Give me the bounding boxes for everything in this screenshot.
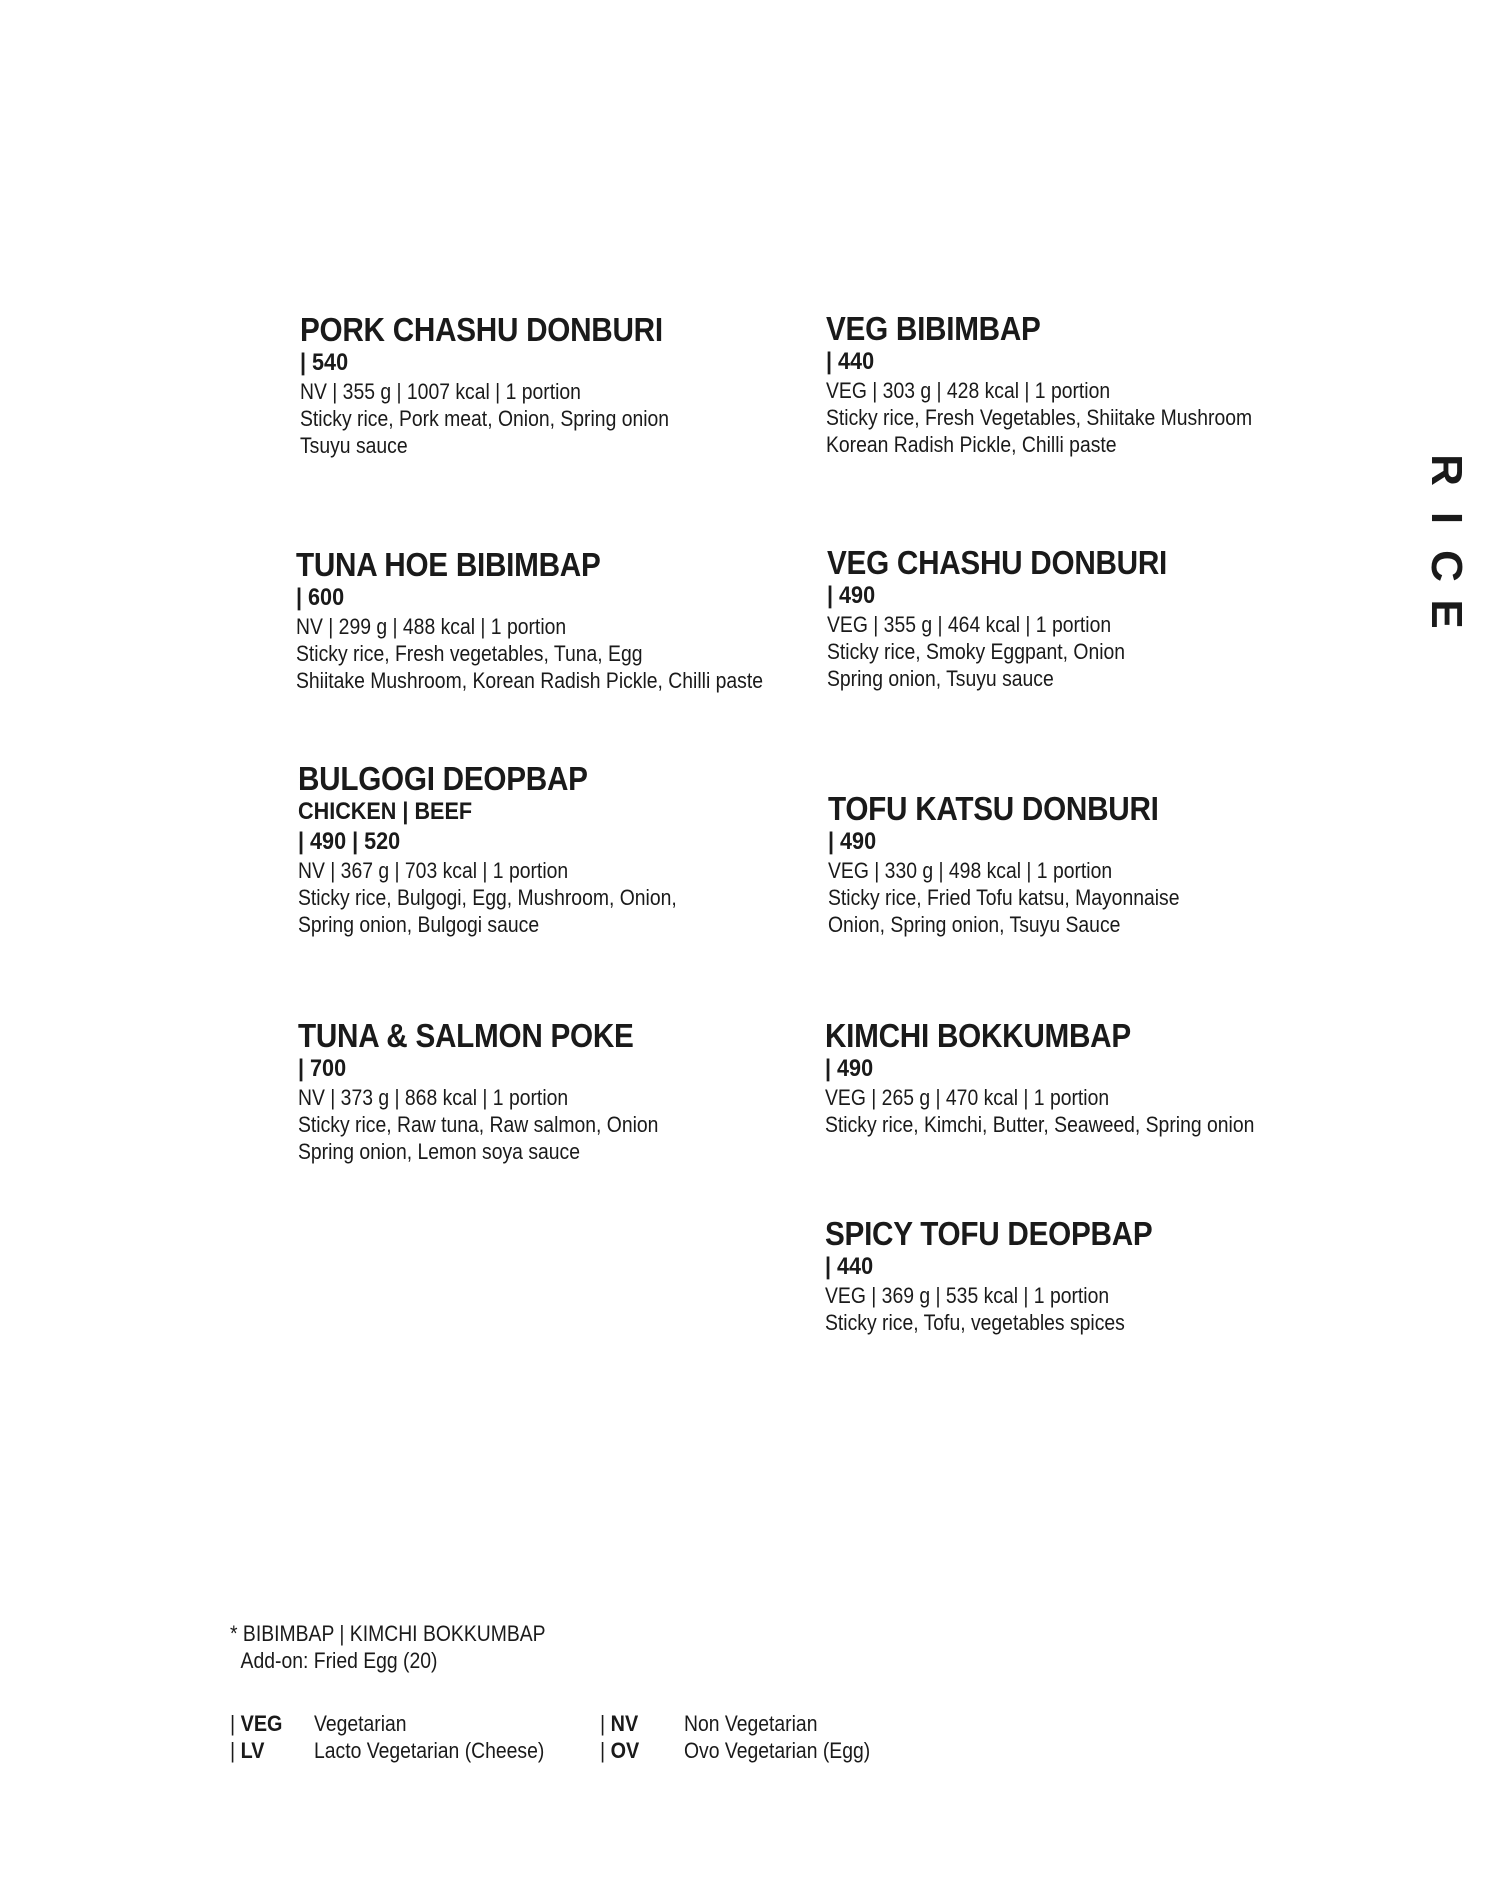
legend-right — [600, 1710, 896, 1764]
item-name: VEG BIBIMBAP — [826, 310, 1041, 347]
legend-desc: Ovo Vegetarian (Egg) — [684, 1738, 871, 1763]
menu-item-tuna-hoe-bibimbap — [296, 547, 816, 694]
section-title-letter: R — [1422, 454, 1471, 486]
item-info: VEG | 303 g | 428 kcal | 1 portion — [826, 378, 1111, 403]
menu-item-kimchi-bokkumbap — [825, 1018, 1345, 1138]
item-ingredients: Sticky rice, Fresh Vegetables, Shiitake Mushroom — [826, 405, 1253, 430]
item-info: VEG | 369 g | 535 kcal | 1 portion — [825, 1283, 1110, 1308]
legend-desc: Vegetarian — [314, 1711, 407, 1736]
legend-code: | NV — [600, 1711, 639, 1736]
legend-row — [230, 1710, 576, 1737]
menu-item-veg-bibimbap — [826, 311, 1346, 458]
item-variant: CHICKEN | BEEF — [298, 798, 473, 825]
addon-note-items: * BIBIMBAP | KIMCHI BOKKUMBAP — [230, 1621, 546, 1646]
section-title-letter: I — [1422, 511, 1471, 525]
item-info: NV | 355 g | 1007 kcal | 1 portion — [300, 379, 581, 404]
item-price: | 440 — [825, 1253, 874, 1280]
addon-note-detail: Add-on: Fried Egg (20) — [240, 1648, 438, 1673]
item-ingredients: Sticky rice, Smoky Eggpant, Onion — [827, 639, 1126, 664]
legend-code: | OV — [600, 1738, 640, 1763]
item-ingredients: Sticky rice, Pork meat, Onion, Spring onion — [300, 406, 670, 431]
item-name: TOFU KATSU DONBURI — [828, 790, 1159, 827]
item-price: | 490 — [825, 1055, 874, 1082]
menu-item-tofu-katsu-donburi — [828, 791, 1348, 938]
legend-desc: Non Vegetarian — [684, 1711, 818, 1736]
legend-row — [600, 1710, 896, 1737]
menu-item-pork-chashu-donburi — [300, 312, 820, 459]
item-ingredients: Sticky rice, Fresh vegetables, Tuna, Egg — [296, 641, 643, 666]
item-ingredients: Sticky rice, Tofu, vegetables spices — [825, 1310, 1125, 1335]
item-ingredients: Sticky rice, Kimchi, Butter, Seaweed, Spring onion — [825, 1112, 1255, 1137]
item-ingredients: Spring onion, Lemon soya sauce — [298, 1139, 580, 1164]
item-ingredients: Sticky rice, Raw tuna, Raw salmon, Onion — [298, 1112, 659, 1137]
item-info: NV | 367 g | 703 kcal | 1 portion — [298, 858, 569, 883]
addon-note — [230, 1620, 589, 1674]
item-name: PORK CHASHU DONBURI — [300, 311, 663, 348]
legend-left — [230, 1710, 576, 1764]
item-info: VEG | 355 g | 464 kcal | 1 portion — [827, 612, 1112, 637]
legend-row — [230, 1737, 576, 1764]
section-title-letter: E — [1422, 599, 1471, 629]
legend-code: | LV — [230, 1738, 265, 1763]
menu-item-bulgogi-deopbap — [298, 761, 818, 938]
legend-desc: Lacto Vegetarian (Cheese) — [314, 1738, 545, 1763]
item-name: VEG CHASHU DONBURI — [827, 544, 1168, 581]
item-name: KIMCHI BOKKUMBAP — [825, 1017, 1131, 1054]
item-name: TUNA HOE BIBIMBAP — [296, 546, 601, 583]
item-price: | 700 — [298, 1055, 347, 1082]
item-ingredients: Spring onion, Bulgogi sauce — [298, 912, 540, 937]
item-ingredients: Sticky rice, Bulgogi, Egg, Mushroom, Onion, — [298, 885, 677, 910]
item-name: BULGOGI DEOPBAP — [298, 760, 588, 797]
item-name: SPICY TOFU DEOPBAP — [825, 1215, 1153, 1252]
item-info: VEG | 330 g | 498 kcal | 1 portion — [828, 858, 1113, 883]
legend-row — [600, 1737, 896, 1764]
section-title-letter: C — [1422, 550, 1471, 582]
menu-item-spicy-tofu-deopbap — [825, 1216, 1345, 1336]
item-ingredients: Spring onion, Tsuyu sauce — [827, 666, 1054, 691]
item-price: | 600 — [296, 584, 345, 611]
section-title-vertical — [1418, 448, 1474, 640]
item-ingredients: Korean Radish Pickle, Chilli paste — [826, 432, 1117, 457]
item-price: | 540 — [300, 349, 349, 376]
item-ingredients: Onion, Spring onion, Tsuyu Sauce — [828, 912, 1121, 937]
item-info: NV | 373 g | 868 kcal | 1 portion — [298, 1085, 569, 1110]
item-ingredients: Tsuyu sauce — [300, 433, 408, 458]
menu-item-veg-chashu-donburi — [827, 545, 1347, 692]
item-name: TUNA & SALMON POKE — [298, 1017, 634, 1054]
item-price: | 490 — [828, 828, 877, 855]
item-ingredients: Sticky rice, Fried Tofu katsu, Mayonnaise — [828, 885, 1180, 910]
item-price: | 440 — [826, 348, 875, 375]
item-info: VEG | 265 g | 470 kcal | 1 portion — [825, 1085, 1110, 1110]
legend-code: | VEG — [230, 1711, 283, 1736]
item-info: NV | 299 g | 488 kcal | 1 portion — [296, 614, 567, 639]
item-ingredients: Shiitake Mushroom, Korean Radish Pickle, Chilli paste — [296, 668, 764, 693]
item-price: | 490 | 520 — [298, 828, 401, 855]
menu-item-tuna-salmon-poke — [298, 1018, 818, 1165]
item-price: | 490 — [827, 582, 876, 609]
